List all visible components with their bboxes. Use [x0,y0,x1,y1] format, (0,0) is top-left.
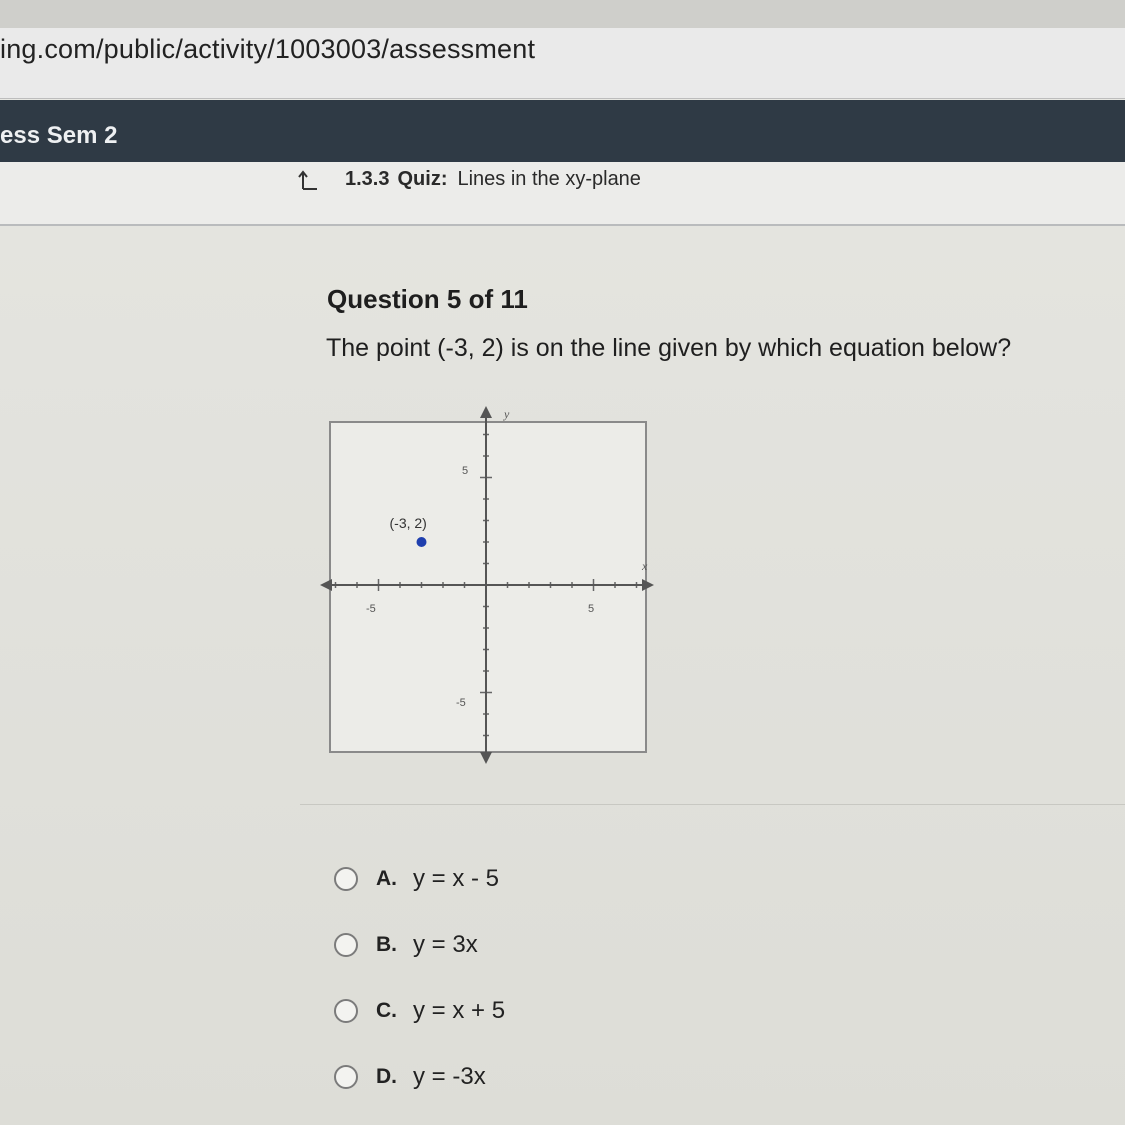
y-axis-arrow-up [480,406,492,418]
choice-a[interactable] [334,846,505,912]
quiz-label: Quiz: [397,168,448,190]
course-navbar [0,100,1125,162]
tick-label-x-neg: -5 [366,603,376,615]
tick-label-y-neg: -5 [456,697,466,709]
choice-letter: B. [376,933,397,956]
x-axis-label: x [642,559,648,573]
quiz-number: 1.3.3 [345,168,390,190]
course-title: ess Sem 2 [0,122,118,149]
choice-equation: y = -3x [413,1063,486,1090]
radio-button-c[interactable] [334,999,358,1023]
quiz-header [297,168,641,191]
graph-frame [330,422,646,752]
question-text: The point (-3, 2) is on the line given by which equation below? [326,334,1012,362]
radio-button-a[interactable] [334,867,358,891]
choice-equation: y = x - 5 [413,865,500,892]
choice-b[interactable] [334,912,505,978]
radio-button-b[interactable] [334,933,358,957]
coordinate-graph [320,400,665,770]
choice-d[interactable] [334,1044,505,1110]
choice-c[interactable] [334,978,505,1044]
answer-choices [334,846,505,1110]
plotted-point [417,537,427,547]
choice-letter: C. [376,999,397,1022]
choice-letter: A. [376,867,397,890]
question-count: Question 5 of 11 [327,284,528,314]
choice-equation: y = 3x [413,931,478,958]
y-axis-arrow-down [480,752,492,764]
choice-equation: y = x + 5 [413,997,506,1024]
back-arrow-icon[interactable] [297,169,319,191]
y-axis-label: y [504,407,510,421]
quiz-title: Lines in the xy-plane [457,168,641,190]
url-text[interactable]: ing.com/public/activity/1003003/assessment [0,34,536,64]
radio-button-d[interactable] [334,1065,358,1089]
choice-letter: D. [376,1065,397,1088]
x-axis-arrow-left [320,579,332,591]
section-divider [300,804,1125,805]
tick-label-x-pos: 5 [588,603,595,615]
tick-label-y-pos: 5 [462,465,469,477]
x-axis-arrow-right [642,579,654,591]
point-label: (-3, 2) [389,515,427,531]
